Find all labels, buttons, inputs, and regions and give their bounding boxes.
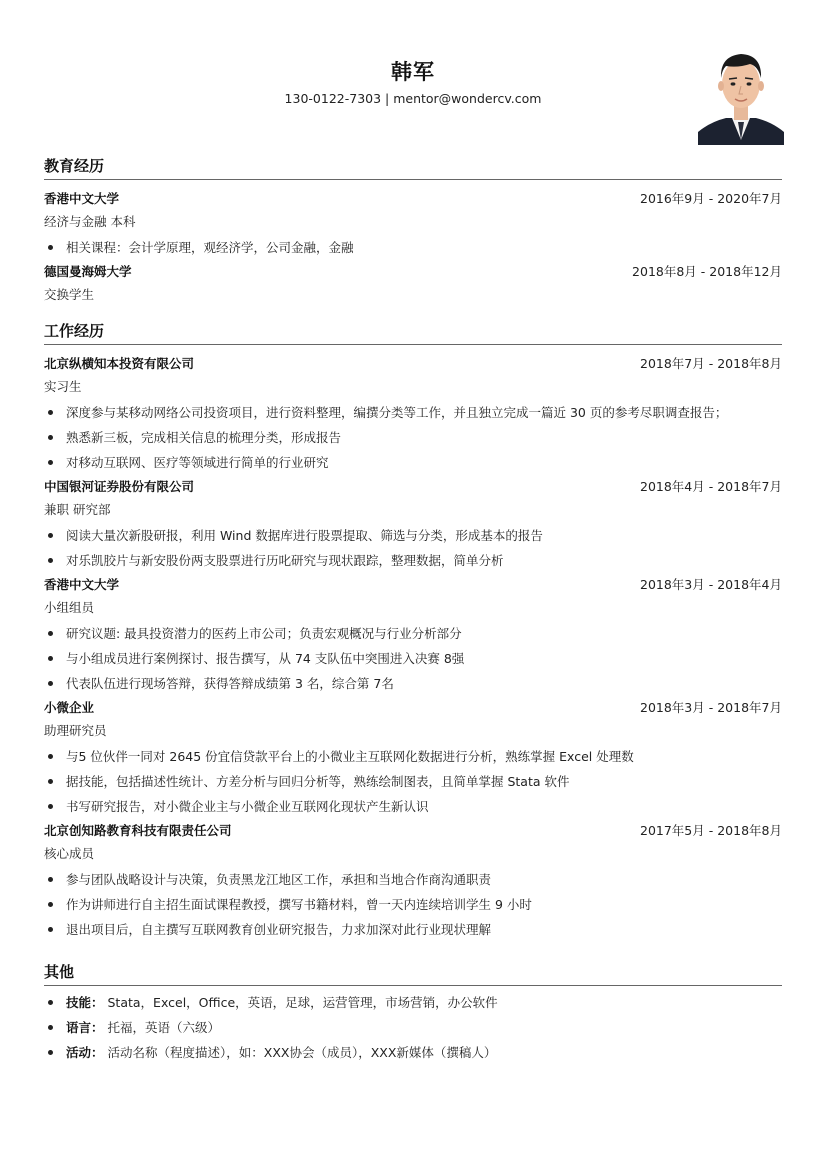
section-title-education: 教育经历	[44, 157, 105, 175]
list-item: 对移动互联网、医疗等领域进行简单的行业研究	[44, 450, 782, 475]
entry-subtitle: 小组组员	[44, 600, 95, 615]
item-text: Stata，Excel，Office，英语，足球，运营管理，市场营销，办公软件	[107, 995, 498, 1010]
work-entry-header	[44, 475, 782, 499]
contact-info: 130-0122-7303 | mentor@wondercv.com	[284, 91, 542, 106]
education-entry-header	[44, 260, 782, 284]
entry-date: 2018年8月 - 2018年12月	[632, 264, 782, 279]
education-entry-header	[44, 187, 782, 211]
list-item-skills	[44, 990, 782, 1015]
work-entry-header	[44, 352, 782, 376]
profile-photo	[698, 44, 784, 145]
resume-header	[0, 0, 826, 150]
work-entry-header	[44, 696, 782, 720]
bullet-list	[44, 744, 782, 819]
entry-organization: 小微企业	[44, 700, 95, 715]
list-item: 参与团队战略设计与决策，负责黑龙江地区工作，承担和当地合作商沟通职责	[44, 867, 782, 892]
entry-organization: 德国曼海姆大学	[44, 264, 132, 279]
entry-organization: 中国银河证券股份有限公司	[44, 479, 195, 494]
entry-subtitle: 兼职 研究部	[44, 502, 111, 517]
entry-date: 2017年5月 - 2018年8月	[640, 823, 782, 838]
entry-subtitle: 实习生	[44, 379, 82, 394]
bullet-list	[44, 990, 782, 1065]
candidate-name: 韩军	[391, 60, 435, 84]
entry-subtitle: 经济与金融 本科	[44, 214, 136, 229]
list-item: 深度参与某移动网络公司投资项目，进行资料整理，编撰分类等工作，并且独立完成一篇近 30 页的参考尽职调查报告；	[44, 400, 782, 425]
list-item: 研究议题: 最具投资潜力的医药上市公司；负责宏观概况与行业分析部分	[44, 621, 782, 646]
section-title-other: 其他	[44, 963, 75, 981]
entry-date: 2018年3月 - 2018年7月	[640, 700, 782, 715]
entry-subtitle: 助理研究员	[44, 723, 107, 738]
bullet-list	[44, 400, 782, 475]
entry-date: 2018年4月 - 2018年7月	[640, 479, 782, 494]
item-label: 语言：	[66, 1020, 104, 1035]
section-title-work: 工作经历	[44, 322, 105, 340]
entry-subtitle: 核心成员	[44, 846, 95, 861]
bullet-list	[44, 621, 782, 696]
entry-date: 2016年9月 - 2020年7月	[640, 191, 782, 206]
item-label: 活动：	[66, 1045, 104, 1060]
work-entry-header	[44, 573, 782, 597]
entry-date: 2018年7月 - 2018年8月	[640, 356, 782, 371]
bullet-list	[44, 523, 782, 573]
list-item: 书写研究报告，对小微企业主与小微企业互联网化现状产生新认识	[44, 794, 782, 819]
entry-date: 2018年3月 - 2018年4月	[640, 577, 782, 592]
entry-organization: 香港中文大学	[44, 191, 120, 206]
bullet-list	[44, 867, 782, 942]
work-entry-header	[44, 819, 782, 843]
bullet-list	[44, 235, 782, 260]
list-item-languages	[44, 1015, 782, 1040]
entry-organization: 北京纵横知本投资有限公司	[44, 356, 195, 371]
list-item: 与5 位伙伴一同对 2645 份宜信贷款平台上的小微业主互联网化数据进行分析，熟练掌握 Excel 处理数	[44, 744, 782, 769]
profile-photo-portrait	[698, 44, 784, 145]
list-item: 退出项目后，自主撰写互联网教育创业研究报告，力求加深对此行业现状理解	[44, 917, 782, 942]
list-item: 作为讲师进行自主招生面试课程教授，撰写书籍材料，曾一天内连续培训学生 9 小时	[44, 892, 782, 917]
work-section	[44, 320, 782, 942]
entry-organization: 香港中文大学	[44, 577, 120, 592]
item-text: 托福，英语（六级）	[107, 1020, 221, 1035]
item-label: 技能：	[66, 995, 104, 1010]
list-item: 相关课程：会计学原理，观经济学，公司金融，金融	[44, 235, 782, 260]
item-text: 活动名称（程度描述），如：XXX协会（成员），XXX新媒体（撰稿人）	[107, 1045, 497, 1060]
list-item: 与小组成员进行案例探讨、报告撰写，从 74 支队伍中突围进入决赛 8强	[44, 646, 782, 671]
entry-organization: 北京创知路教育科技有限责任公司	[44, 823, 232, 838]
other-section	[44, 961, 782, 1065]
list-item-activities	[44, 1040, 782, 1065]
list-item: 代表队伍进行现场答辩，获得答辩成绩第 3 名，综合第 7名	[44, 671, 782, 696]
list-item: 对乐凯胶片与新安股份两支股票进行历叱研究与现状跟踪，整理数据，简单分析	[44, 548, 782, 573]
list-item: 据技能，包括描述性统计、方差分析与回归分析等，熟练绘制图表，且简单掌握 Stata 软件	[44, 769, 782, 794]
education-section	[44, 155, 782, 308]
list-item: 阅读大量次新股研报，利用 Wind 数据库进行股票提取、筛选与分类，形成基本的报告	[44, 523, 782, 548]
list-item: 熟悉新三板，完成相关信息的梳理分类，形成报告	[44, 425, 782, 450]
entry-subtitle: 交换学生	[44, 287, 95, 302]
